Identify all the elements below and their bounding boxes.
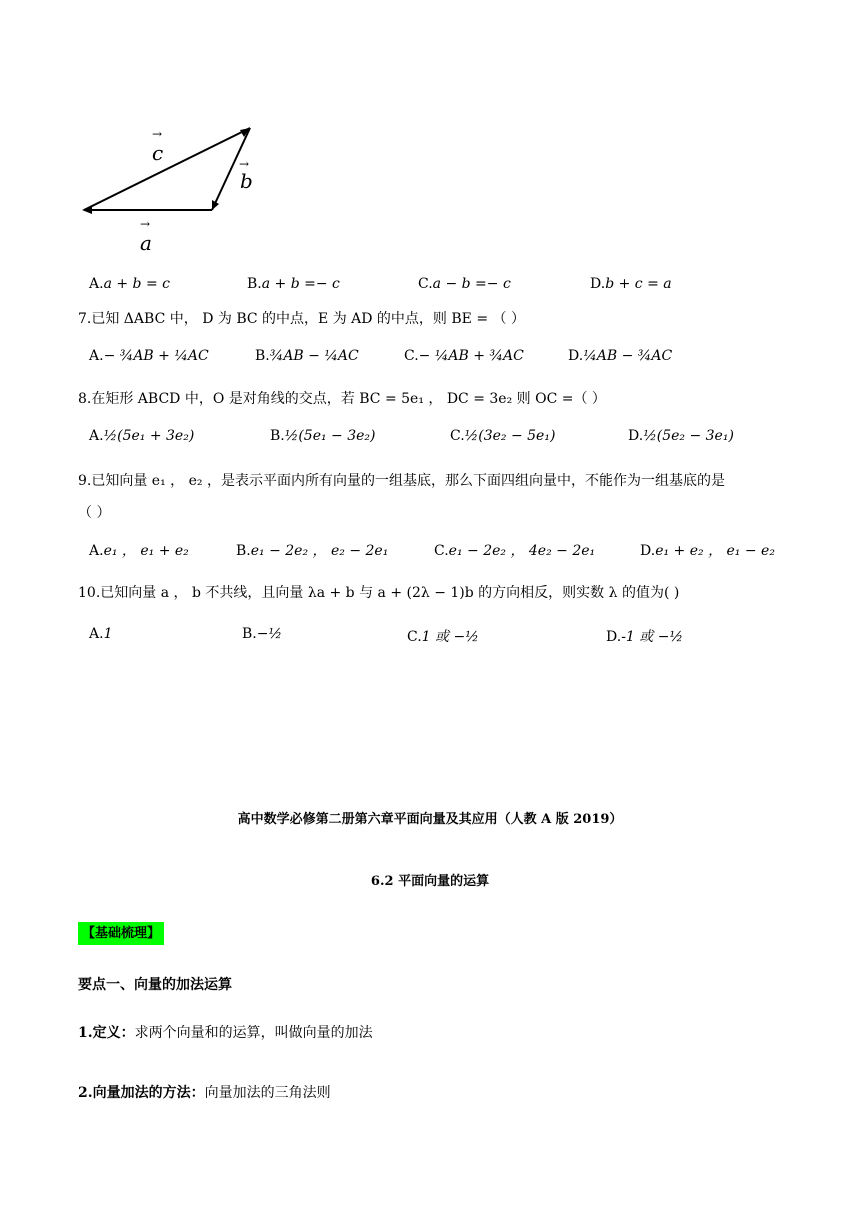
q8-option-b: B.½(5e₁ − 3e₂) <box>270 428 376 444</box>
q7-option-d: D.¼AB − ¾AC <box>568 348 673 364</box>
q10-option-a: A.1 <box>89 626 113 642</box>
q6-option-b: B.a + b =− c <box>247 276 340 292</box>
q10-option-d: D.-1 或 −½ <box>606 629 684 645</box>
lesson-title: 6.2 平面向量的运算 <box>370 874 490 889</box>
q10-option-c: C.1 或 −½ <box>407 629 479 645</box>
basic-review-tag: 【基础梳理】 <box>78 922 164 941</box>
q6-option-d: D.b + c = a <box>590 276 672 292</box>
vector-a-label-arrow: → <box>140 217 151 231</box>
q7-option-c: C.− ¼AB + ¾AC <box>404 348 524 364</box>
q6-option-a: A.a + b = c <box>89 276 170 292</box>
q7-stem: 7.已知 ΔABC 中， D 为 BC 的中点，E 为 AD 的中点，则 BE = （ ） <box>78 311 525 327</box>
q9-option-a: A.e₁ ， e₁ + e₂ <box>89 543 189 559</box>
vector-c-label-arrow: → <box>152 127 163 141</box>
q9-stem: 9.已知向量 e₁ ， e₂ ，是表示平面内所有向量的一组基底，那么下面四组向量中，不能作为一组基底的是 <box>78 473 725 489</box>
vector-b-label: b <box>240 169 253 193</box>
vector-a-label: a <box>140 231 152 255</box>
q7-option-a: A.− ¾AB + ¼AC <box>89 348 209 364</box>
q9-stem-bracket: （ ） <box>78 505 111 521</box>
q8-option-a: A.½(5e₁ + 3e₂) <box>89 428 195 444</box>
q8-option-d: D.½(5e₂ − 3e₁) <box>628 428 734 444</box>
vector-c-label: c <box>152 141 164 165</box>
q9-option-b: B.e₁ − 2e₂ ， e₂ − 2e₁ <box>236 543 389 559</box>
vector-triangle-figure <box>74 118 264 258</box>
q9-option-d: D.e₁ + e₂ ， e₁ − e₂ <box>640 543 775 559</box>
q8-option-c: C.½(3e₂ − 5e₁) <box>450 428 556 444</box>
q6-option-c: C.a − b =− c <box>418 276 511 292</box>
q10-stem: 10.已知向量 a ， b 不共线，且向量 λa + b 与 a + (2λ − 1)b 的方向相反，则实数 λ 的值为( ) <box>78 585 680 601</box>
point-one-heading: 要点一、向量的加法运算 <box>78 977 232 993</box>
q10-option-b: B.−½ <box>242 626 283 642</box>
q7-option-b: B.¾AB − ¼AC <box>255 348 359 364</box>
vector-c-line <box>84 128 250 210</box>
vector-b-label-arrow: → <box>239 157 250 171</box>
q8-stem: 8.在矩形 ABCD 中，O 是对角线的交点，若 BC = 5e₁ ， DC = 3e₂ 则 OC =（ ） <box>78 391 606 407</box>
definition-line: 1.定义：求两个向量和的运算，叫做向量的加法 <box>78 1025 373 1041</box>
q9-option-c: C.e₁ − 2e₂ ， 4e₂ − 2e₁ <box>434 543 596 559</box>
course-title: 高中数学必修第二册第六章平面向量及其应用（人教 A 版 2019） <box>237 812 623 827</box>
vector-a-arrowhead <box>82 206 92 214</box>
method-line: 2.向量加法的方法：向量加法的三角法则 <box>78 1085 331 1101</box>
